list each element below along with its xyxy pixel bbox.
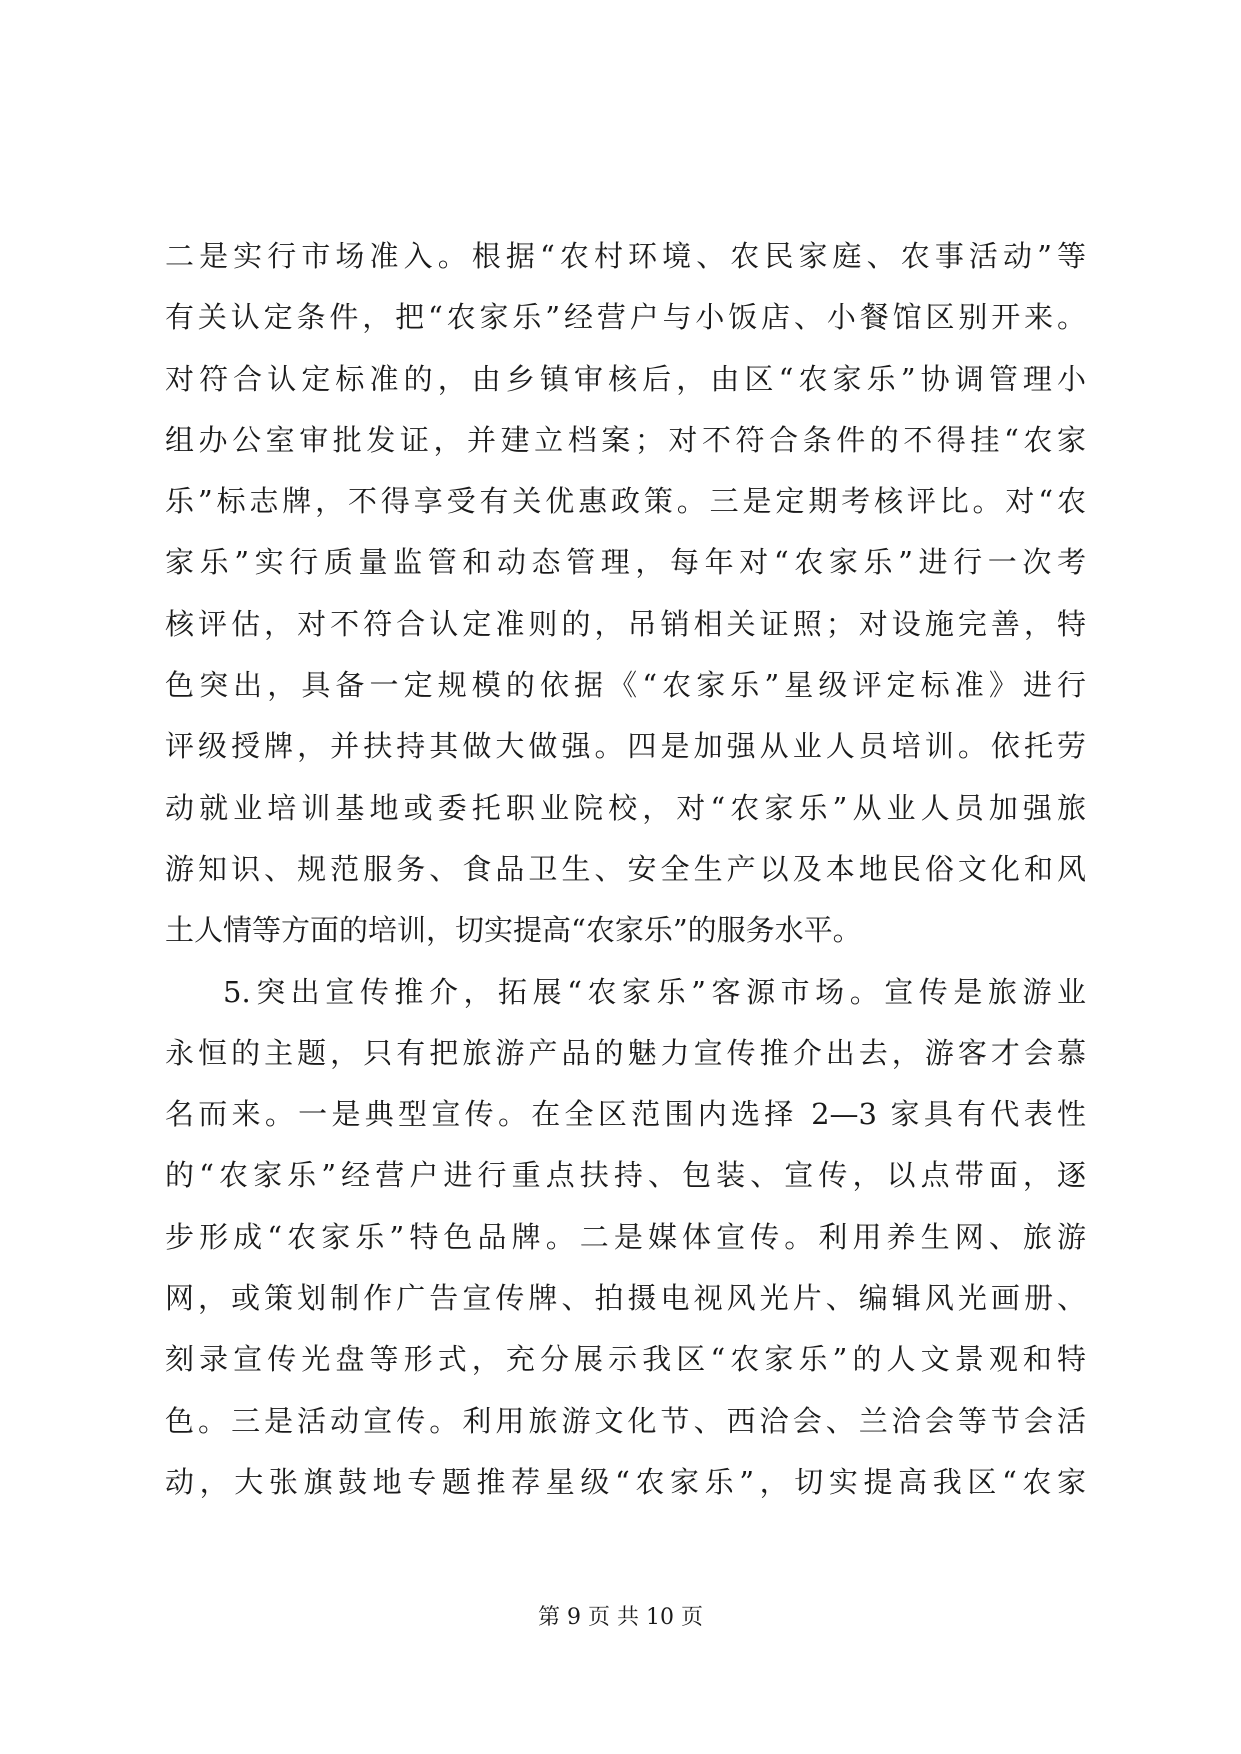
text-line: 名而来。一是典型宣传。在全区范围内选择 2—3 家具有代表性 [165, 1097, 1086, 1132]
paragraph-market-access [165, 226, 1086, 962]
text-line: 对符合认定标准的，由乡镇审核后，由区“农家乐”协调管理小 [165, 361, 1086, 396]
text-line: 色。三是活动宣传。利用旅游文化节、西洽会、兰洽会等节会活 [165, 1403, 1086, 1438]
page-number-footer: 第 9 页 共 10 页 [538, 1605, 703, 1630]
text-line: 乐”标志牌，不得享受有关优惠政策。三是定期考核评比。对“农 [165, 484, 1086, 519]
text-line: 组办公室审批发证，并建立档案；对不符合条件的不得挂“农家 [165, 422, 1086, 457]
text-line: 土人情等方面的培训，切实提高“农家乐”的服务水平。 [165, 913, 862, 948]
text-line: 家乐”实行质量监管和动态管理，每年对“农家乐”进行一次考 [165, 545, 1086, 580]
text-line: 有关认定条件，把“农家乐”经营户与小饭店、小餐馆区别开来。 [165, 300, 1086, 335]
text-line: 二是实行市场准入。根据“农村环境、农民家庭、农事活动”等 [165, 239, 1086, 273]
text-line: 5.突出宣传推介，拓展“农家乐”客源市场。宣传是旅游业 [223, 974, 1086, 1009]
text-line: 游知识、规范服务、食品卫生、安全生产以及本地民俗文化和风 [165, 851, 1086, 886]
text-line: 动，大张旗鼓地专题推荐星级“农家乐”，切实提高我区“农家 [165, 1464, 1086, 1499]
text-line: 评级授牌，并扶持其做大做强。四是加强从业人员培训。依托劳 [165, 729, 1086, 764]
document-body [165, 226, 1086, 1513]
text-line: 的“农家乐”经营户进行重点扶持、包装、宣传，以点带面，逐 [165, 1158, 1086, 1193]
text-line: 永恒的主题，只有把旅游产品的魅力宣传推介出去，游客才会慕 [165, 1035, 1086, 1070]
paragraph-promotion [165, 962, 1086, 1514]
text-line: 步形成“农家乐”特色品牌。二是媒体宣传。利用养生网、旅游 [165, 1219, 1086, 1254]
text-line: 刻录宣传光盘等形式，充分展示我区“农家乐”的人文景观和特 [165, 1342, 1086, 1377]
text-line: 色突出，具备一定规模的依据《“农家乐”星级评定标准》进行 [165, 668, 1086, 703]
text-line: 动就业培训基地或委托职业院校，对“农家乐”从业人员加强旅 [165, 790, 1086, 825]
text-line: 核评估，对不符合认定准则的，吊销相关证照；对设施完善，特 [165, 606, 1086, 641]
text-line: 网，或策划制作广告宣传牌、拍摄电视风光片、编辑风光画册、 [165, 1281, 1086, 1316]
